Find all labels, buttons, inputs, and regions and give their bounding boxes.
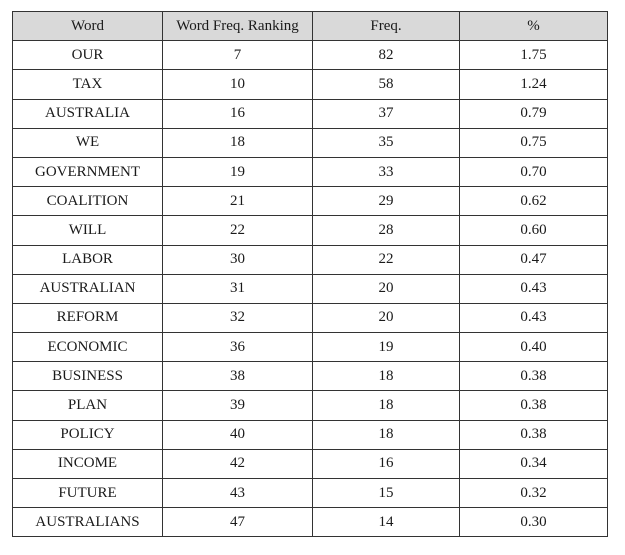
cell-word: PLAN (13, 391, 163, 420)
cell-word: ECONOMIC (13, 333, 163, 362)
cell-percent: 0.75 (460, 128, 608, 157)
cell-ranking: 31 (163, 274, 313, 303)
cell-word: BUSINESS (13, 362, 163, 391)
cell-ranking: 47 (163, 508, 313, 537)
cell-freq: 20 (313, 274, 460, 303)
cell-word: WILL (13, 216, 163, 245)
cell-percent: 0.30 (460, 508, 608, 537)
cell-freq: 35 (313, 128, 460, 157)
cell-freq: 16 (313, 449, 460, 478)
table-row (13, 479, 608, 508)
cell-word: GOVERNMENT (13, 157, 163, 186)
table-row (13, 508, 608, 537)
table-row (13, 333, 608, 362)
cell-ranking: 16 (163, 99, 313, 128)
cell-ranking: 32 (163, 303, 313, 332)
cell-word: AUSTRALIANS (13, 508, 163, 537)
header-word: Word (13, 12, 163, 41)
cell-freq: 14 (313, 508, 460, 537)
cell-freq: 22 (313, 245, 460, 274)
header-freq: Freq. (313, 12, 460, 41)
cell-freq: 58 (313, 70, 460, 99)
table-row (13, 128, 608, 157)
cell-percent: 0.70 (460, 157, 608, 186)
word-frequency-table (12, 11, 608, 537)
cell-freq: 18 (313, 362, 460, 391)
cell-freq: 18 (313, 420, 460, 449)
cell-ranking: 19 (163, 157, 313, 186)
cell-ranking: 42 (163, 449, 313, 478)
cell-percent: 0.43 (460, 274, 608, 303)
header-row (13, 12, 608, 41)
cell-freq: 82 (313, 41, 460, 70)
cell-word: WE (13, 128, 163, 157)
cell-freq: 18 (313, 391, 460, 420)
table-row (13, 274, 608, 303)
table-row (13, 41, 608, 70)
cell-percent: 0.60 (460, 216, 608, 245)
cell-word: AUSTRALIAN (13, 274, 163, 303)
cell-word: TAX (13, 70, 163, 99)
table-row (13, 362, 608, 391)
cell-percent: 0.38 (460, 391, 608, 420)
cell-freq: 33 (313, 157, 460, 186)
cell-word: AUSTRALIA (13, 99, 163, 128)
cell-ranking: 36 (163, 333, 313, 362)
header-percent: % (460, 12, 608, 41)
cell-percent: 0.32 (460, 479, 608, 508)
table-row (13, 245, 608, 274)
cell-word: POLICY (13, 420, 163, 449)
table-row (13, 303, 608, 332)
cell-ranking: 7 (163, 41, 313, 70)
cell-word: INCOME (13, 449, 163, 478)
cell-percent: 0.62 (460, 187, 608, 216)
cell-freq: 37 (313, 99, 460, 128)
cell-freq: 20 (313, 303, 460, 332)
cell-percent: 0.40 (460, 333, 608, 362)
table-header (13, 12, 608, 41)
cell-freq: 15 (313, 479, 460, 508)
table-row (13, 391, 608, 420)
cell-freq: 29 (313, 187, 460, 216)
cell-percent: 0.38 (460, 420, 608, 449)
cell-percent: 0.79 (460, 99, 608, 128)
cell-word: REFORM (13, 303, 163, 332)
table-row (13, 449, 608, 478)
header-word-freq-ranking: Word Freq. Ranking (163, 12, 313, 41)
cell-ranking: 10 (163, 70, 313, 99)
table-row (13, 99, 608, 128)
cell-word: FUTURE (13, 479, 163, 508)
cell-word: LABOR (13, 245, 163, 274)
table-row (13, 216, 608, 245)
table-row (13, 157, 608, 186)
table-row (13, 420, 608, 449)
table-body (13, 41, 608, 537)
cell-ranking: 22 (163, 216, 313, 245)
cell-ranking: 43 (163, 479, 313, 508)
cell-percent: 0.38 (460, 362, 608, 391)
cell-ranking: 21 (163, 187, 313, 216)
cell-ranking: 38 (163, 362, 313, 391)
cell-freq: 19 (313, 333, 460, 362)
cell-percent: 1.75 (460, 41, 608, 70)
table-row (13, 70, 608, 99)
cell-ranking: 18 (163, 128, 313, 157)
cell-ranking: 39 (163, 391, 313, 420)
cell-freq: 28 (313, 216, 460, 245)
cell-word: COALITION (13, 187, 163, 216)
cell-ranking: 40 (163, 420, 313, 449)
cell-word: OUR (13, 41, 163, 70)
cell-percent: 0.43 (460, 303, 608, 332)
cell-percent: 0.34 (460, 449, 608, 478)
cell-percent: 0.47 (460, 245, 608, 274)
cell-percent: 1.24 (460, 70, 608, 99)
table-row (13, 187, 608, 216)
cell-ranking: 30 (163, 245, 313, 274)
